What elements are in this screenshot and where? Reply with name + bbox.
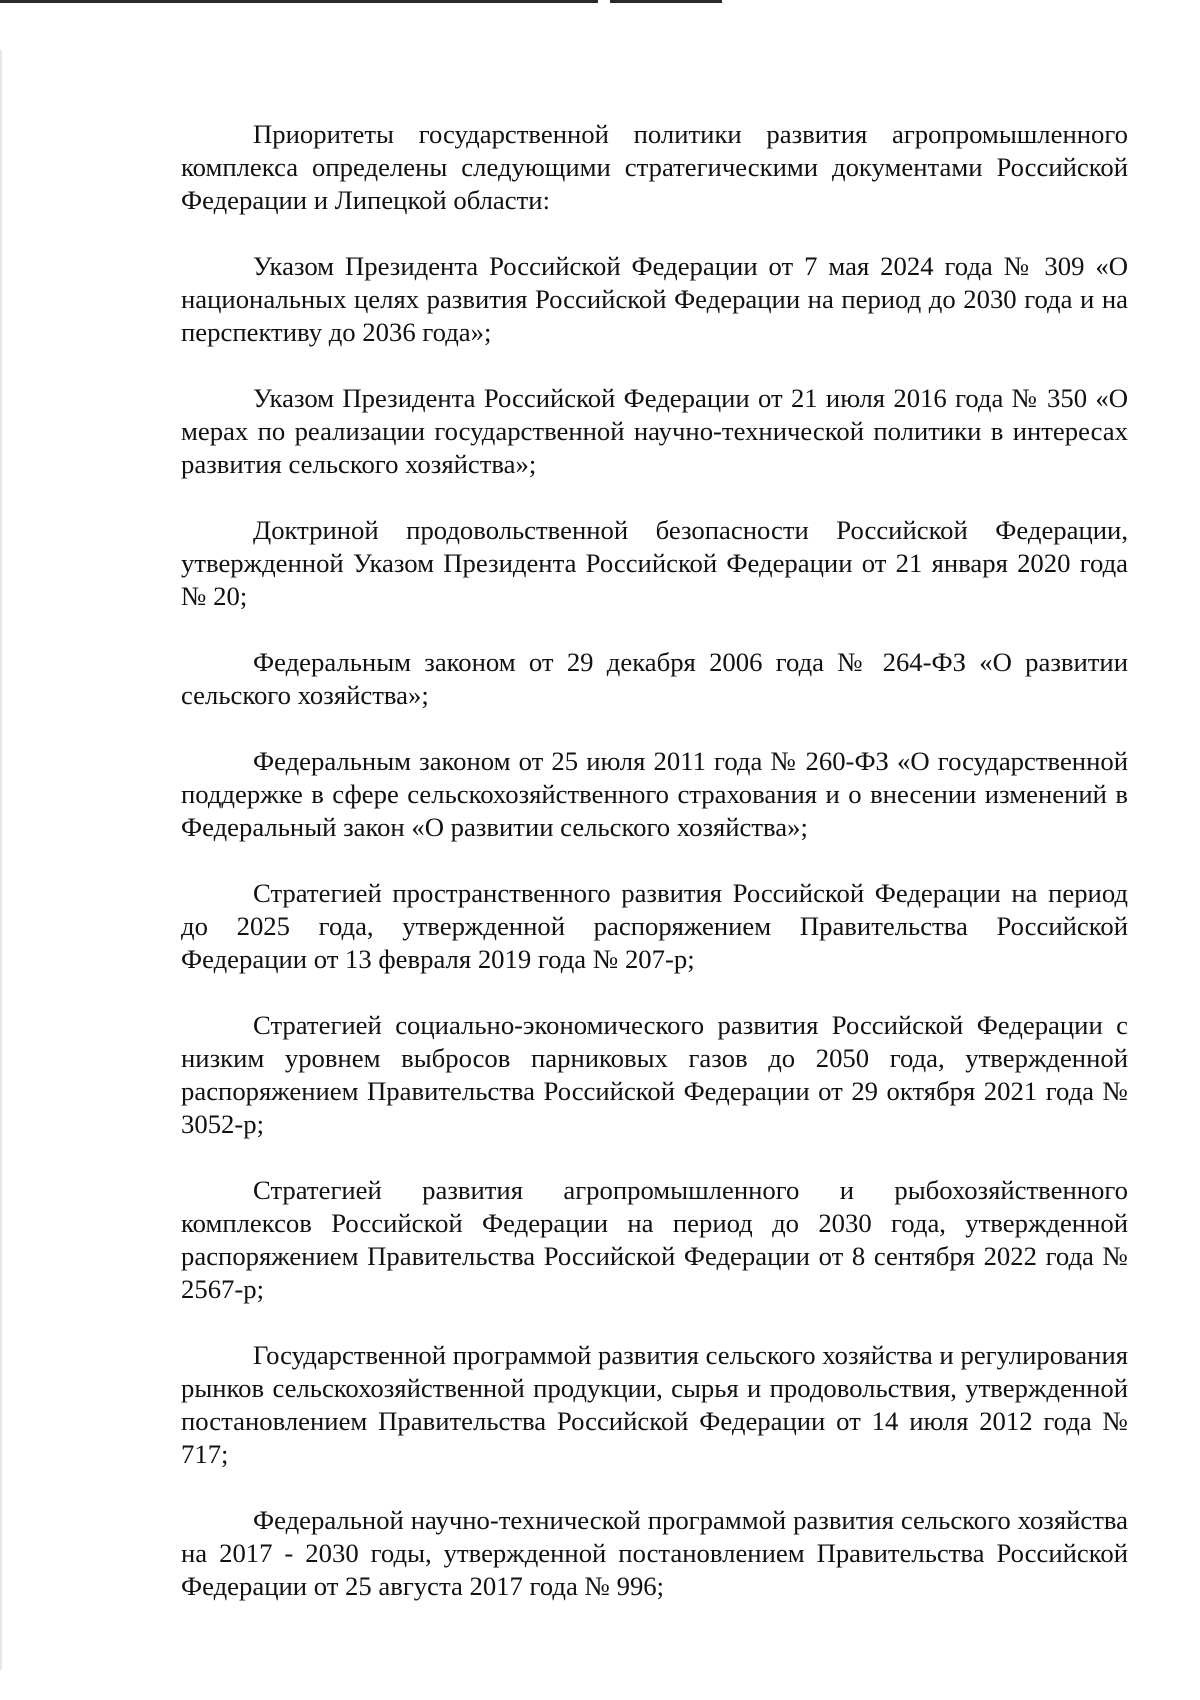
- paragraph-food-security-doctrine: Доктриной продовольственной безопасности Российской Федерации, утвержденной Указом Президента Российской Федерации от 21 января 2020 года № 20;: [181, 515, 1128, 611]
- scan-border-top: [0, 0, 598, 3]
- paragraph-agro-strategy: Стратегией развития агропромышленного и рыбохозяйственного комплексов Российской Федерации на период до 2030 года, утвержденной распоряжением Правительства Российской Федерации от 8 сентября 2022 года № 2567-р;: [181, 1175, 1128, 1304]
- paragraph-decree-309: Указом Президента Российской Федерации от 7 мая 2024 года № 309 «О национальных целях развития Российской Федерации на период до 2030 года и на перспективу до 2036 года»;: [181, 251, 1128, 347]
- document-body: [181, 118, 1128, 1636]
- paragraph-law-260: Федеральным законом от 25 июля 2011 года № 260-ФЗ «О государственной поддержке в сфере сельскохозяйственного страхования и о внесении изменений в Федеральный закон «О развитии сельского хозяйства»;: [181, 746, 1128, 842]
- paragraph-low-emission-strategy: Стратегией социально-экономического развития Российской Федерации с низким уровнем выбросов парниковых газов до 2050 года, утвержденной распоряжением Правительства Российской Федерации от 29 октября 2021 года № 3052-р;: [181, 1010, 1128, 1139]
- paragraph-law-264: Федеральным законом от 29 декабря 2006 года № 264-ФЗ «О развитии сельского хозяйства»;: [181, 647, 1128, 710]
- paragraph-decree-350: Указом Президента Российской Федерации от 21 июля 2016 года № 350 «О мерах по реализации государственной научно-технической политики в интересах развития сельского хозяйства»;: [181, 383, 1128, 479]
- scan-border-top-fragment: [610, 0, 722, 3]
- paragraph-science-program-996: Федеральной научно-технической программой развития сельского хозяйства на 2017 - 2030 годы, утвержденной постановлением Правительства Российской Федерации от 25 августа 2017 года № 996;: [181, 1505, 1128, 1601]
- paragraph-state-program-717: Государственной программой развития сельского хозяйства и регулирования рынков сельскохозяйственной продукции, сырья и продовольствия, утвержденной постановлением Правительства Российской Федерации от 14 июля 2012 года № 717;: [181, 1340, 1128, 1469]
- scan-left-edge: [0, 50, 2, 1670]
- paragraph-intro: Приоритеты государственной политики развития агропромышленного комплекса определены следующими стратегическими документами Российской Федерации и Липецкой области:: [181, 119, 1128, 215]
- paragraph-spatial-strategy: Стратегией пространственного развития Российской Федерации на период до 2025 года, утвержденной распоряжением Правительства Российской Федерации от 13 февраля 2019 года № 207-р;: [181, 878, 1128, 974]
